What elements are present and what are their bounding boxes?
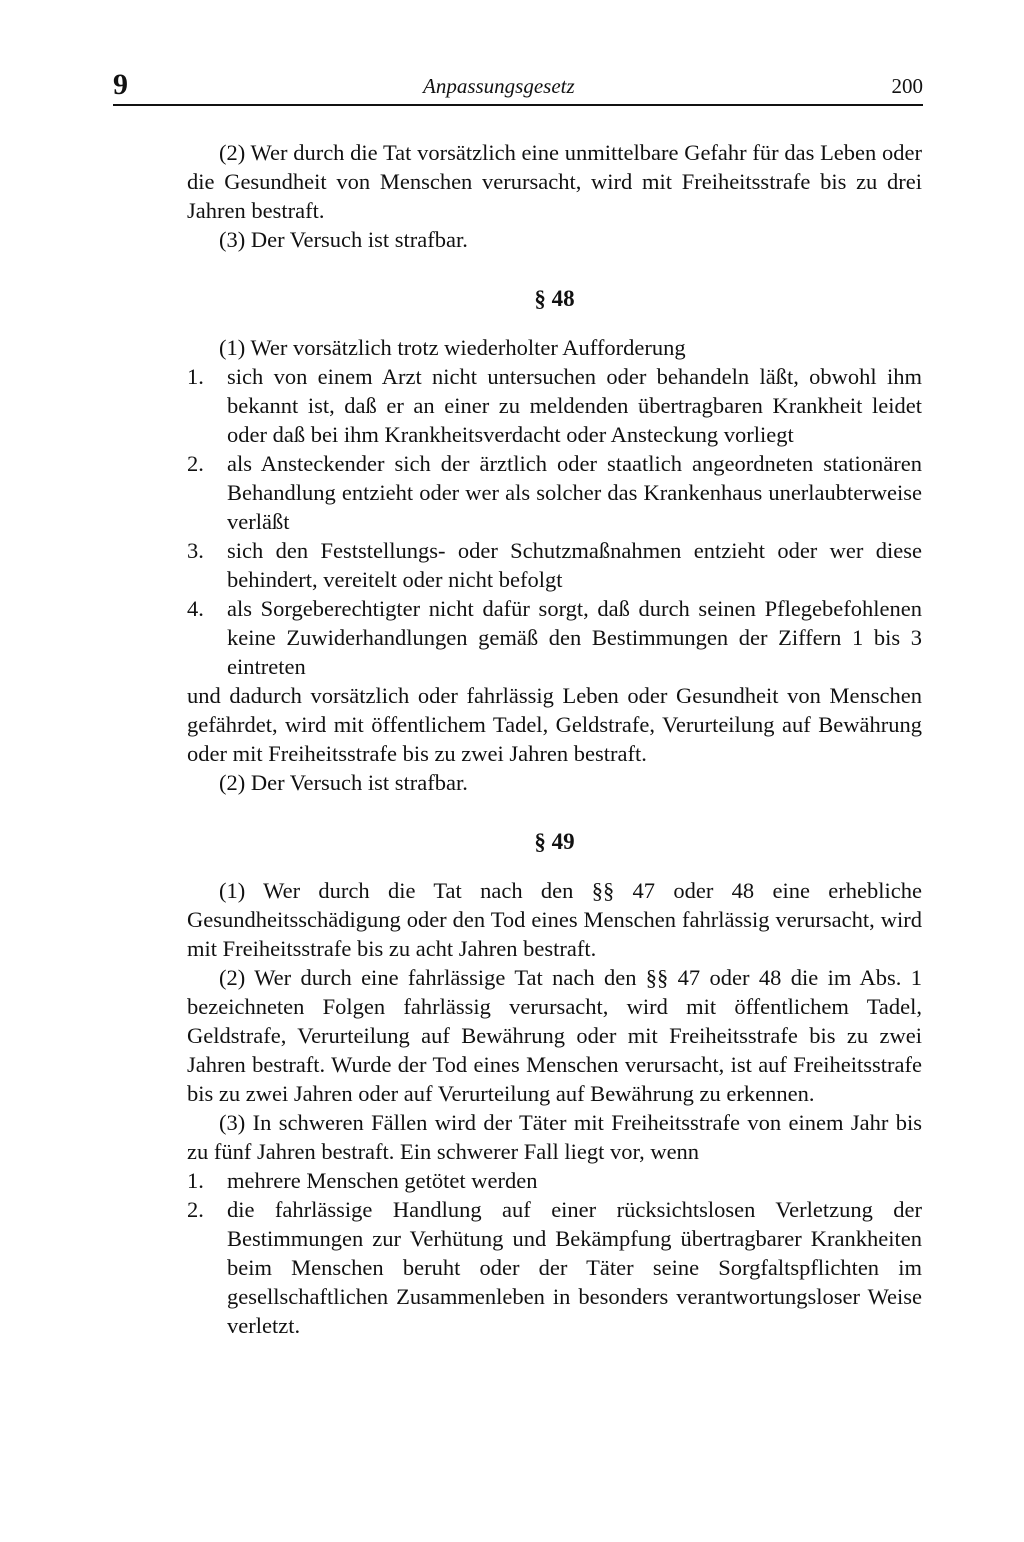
section48-item-list <box>187 362 922 681</box>
list-item-number: 2. <box>187 1197 204 1222</box>
list-item <box>187 536 922 594</box>
list-item-number: 3. <box>187 538 204 563</box>
list-item-number: 1. <box>187 1168 204 1193</box>
list-item <box>187 594 922 681</box>
list-item <box>187 449 922 536</box>
section47-paragraph-2: (2) Wer durch die Tat vorsätzlich eine unmittelbare Gefahr für das Leben oder die Gesundheit von Menschen verursacht, wird mit Freiheitsstrafe bis zu drei Jahren bestraft. <box>187 140 922 223</box>
section48-heading: § 48 <box>534 286 575 311</box>
list-item-text: als Ansteckender sich der ärztlich oder staatlich angeordneten stationären Behandlung entzieht oder wer als solcher das Krankenhaus unerlaubterweise verläßt <box>227 451 922 534</box>
list-item <box>187 1166 922 1195</box>
page-number: 200 <box>891 74 923 98</box>
list-item-number: 4. <box>187 596 204 621</box>
list-item-text: sich von einem Arzt nicht untersuchen oder behandeln läßt, obwohl ihm bekannt ist, daß er an einer zu meldenden übertragbaren Krankheit leidet oder daß bei ihm Krankheitsverdacht oder Ansteckung vorliegt <box>227 364 922 447</box>
section49-paragraph-1: (1) Wer durch die Tat nach den §§ 47 oder 48 eine erhebliche Gesundheitsschädigung oder den Tod eines Menschen fahrlässig verursacht, wird mit Freiheitsstrafe bis zu acht Jahren bestraft. <box>187 878 922 961</box>
section49-paragraph-3: (3) In schweren Fällen wird der Täter mit Freiheitsstrafe von einem Jahr bis zu fünf Jahren bestraft. Ein schwerer Fall liegt vor, wenn <box>187 1110 922 1164</box>
list-item <box>187 1195 922 1340</box>
list-item-text: als Sorgeberechtigter nicht dafür sorgt, daß durch seinen Pflegebefohlenen keine Zuwiderhandlungen gemäß den Bestimmungen der Ziffern 1 bis 3 eintreten <box>227 596 922 679</box>
list-item <box>187 362 922 449</box>
section48-paragraph-2: (2) Der Versuch ist strafbar. <box>219 770 468 795</box>
section49-heading: § 49 <box>534 829 575 854</box>
list-item-number: 2. <box>187 451 204 476</box>
section47-paragraph-3: (3) Der Versuch ist strafbar. <box>219 227 468 252</box>
running-title: Anpassungsgesetz <box>423 74 575 98</box>
chapter-number: 9 <box>113 68 128 101</box>
list-item-text: die fahrlässige Handlung auf einer rücksichtslosen Verletzung der Bestimmungen zur Verhütung und Bekämpfung übertragbarer Krankheiten beim Menschen beruht oder der Täter seine Sorgfaltspflichten im gesellschaftlichen Zusammenleben in besonders verantwortungsloser Weise verletzt. <box>227 1197 922 1338</box>
section49-item-list <box>187 1166 922 1340</box>
list-item-number: 1. <box>187 364 204 389</box>
list-item-text: sich den Feststellungs- oder Schutzmaßnahmen entzieht oder wer diese behindert, vereitelt oder nicht befolgt <box>227 538 922 592</box>
page-body <box>187 138 922 1340</box>
section49-paragraph-2: (2) Wer durch eine fahrlässige Tat nach den §§ 47 oder 48 die im Abs. 1 bezeichneten Folgen fahrlässig verursacht, wird mit öffentlichem Tadel, Geldstrafe, Verurteilung auf Bewährung oder mit Freiheitsstrafe bis zu zwei Jahren bestraft. Wurde der Tod eines Menschen verursacht, ist auf Freiheitsstrafe bis zu zwei Jahren oder auf Verurteilung auf Bewährung zu erkennen. <box>187 965 922 1106</box>
section48-paragraph-1-conclusion: und dadurch vorsätzlich oder fahrlässig Leben oder Gesundheit von Menschen gefährdet, wird mit öffentlichem Tadel, Geldstrafe, Verurteilung auf Bewährung oder mit Freiheitsstrafe bis zu zwei Jahren bestraft. <box>187 683 922 766</box>
header-rule <box>113 104 923 106</box>
section48-paragraph-1-intro: (1) Wer vorsätzlich trotz wiederholter Aufforderung <box>219 335 686 360</box>
list-item-text: mehrere Menschen getötet werden <box>227 1168 538 1193</box>
page-header <box>113 68 923 108</box>
